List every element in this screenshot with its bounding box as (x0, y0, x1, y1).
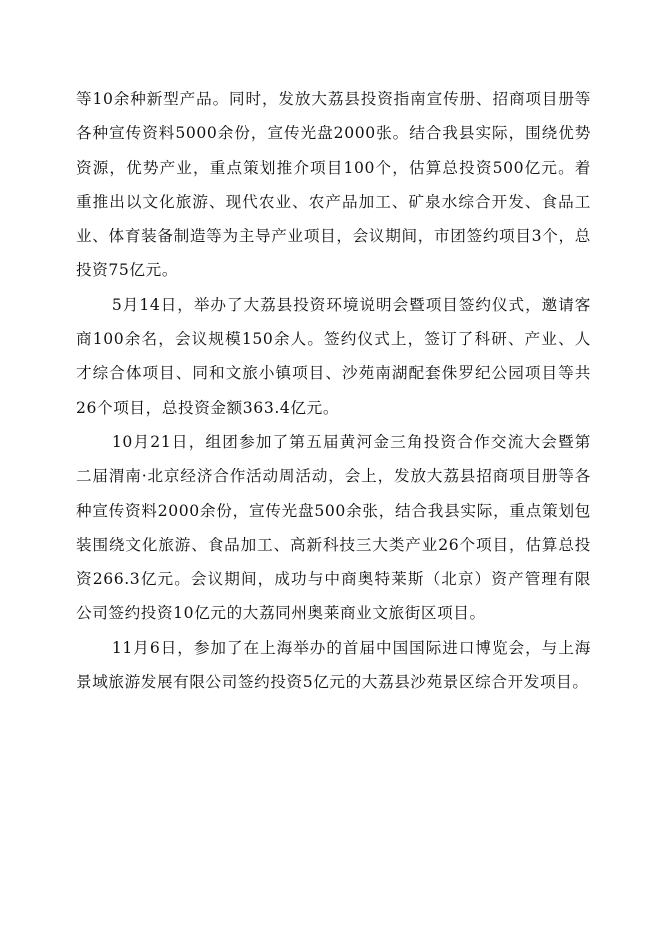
paragraph-nov-6: 11月6日，参加了在上海举办的首届中国国际进口博览会，与上海景域旅游发展有限公司签约投资5亿元的大荔县沙苑景区综合开发项目。 (76, 638, 591, 692)
paragraph-may-14: 5月14日，举办了大荔县投资环境说明会暨项目签约仪式，邀请客商100余名，会议规模150余人。签约仪式上，签订了科研、产业、人才综合体项目、同和文旅小镇项目、沙苑南湖配套侏罗纪公园项目等共26个项目，总投资金额363.4亿元。 (76, 295, 591, 417)
document-body (76, 82, 591, 699)
paragraph-oct-21: 10月21日，组团参加了第五届黄河金三角投资合作交流大会暨第二届渭南·北京经济合作活动周活动，会上，发放大荔县招商项目册等各种宣传资料2000余份，宣传光盘500余张，结合我县实际，重点策划包装围绕文化旅游、食品加工、高新科技三大类产业26个项目，估算总投资266.3亿元。会议期间，成功与中商奥特莱斯（北京）资产管理有限公司签约投资10亿元的大荔同州奥莱商业文旅街区项目。 (76, 432, 591, 623)
paragraph-continued: 等10余种新型产品。同时，发放大荔县投资指南宣传册、招商项目册等各种宣传资料5000余份，宣传光盘2000张。结合我县实际，围绕优势资源，优势产业，重点策划推介项目100个，估算总投资500亿元。着重推出以文化旅游、现代农业、农产品加工、矿泉水综合开发、食品工业、体育装备制造等为主导产业项目，会议期间，市团签约项目3个，总投资75亿元。 (76, 90, 591, 280)
